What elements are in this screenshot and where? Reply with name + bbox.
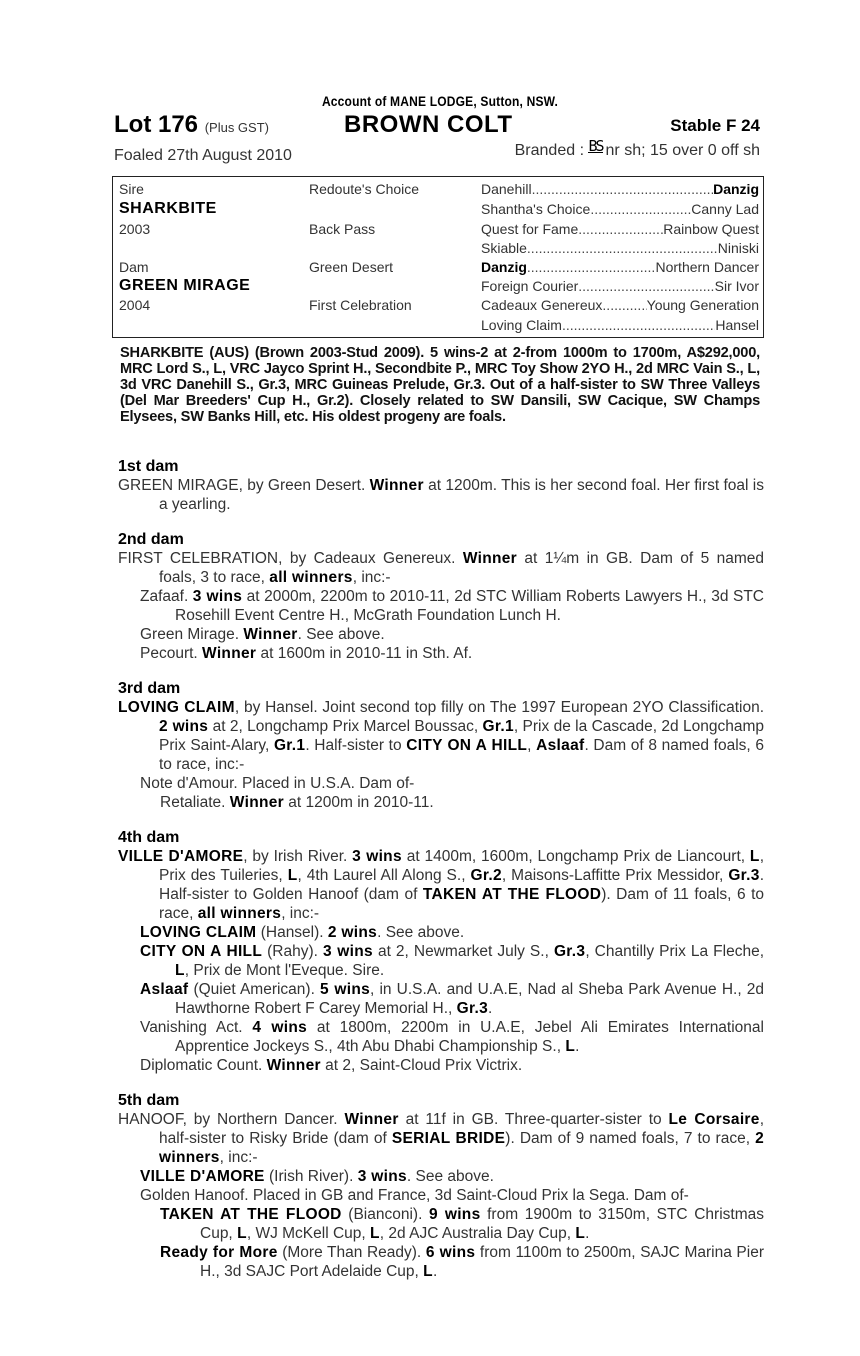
dam-description: VILLE D'AMORE, by Irish River. 3 wins at 1400m, 1600m, Longchamp Prix de Liancourt, L, Prix des Tuileries, L, 4th Laurel All Along S., Gr.2, Maisons-Laffitte Prix Messidor, Gr.3. Half-sister to Golden Hanoof (dam of TAKEN AT THE FLOOD). Dam of 11 foals, 6 to race, all winners, inc:- bbox=[118, 848, 764, 922]
progeny-entry: CITY ON A HILL (Rahy). 3 wins at 2, Newmarket July S., Gr.3, Chantilly Prix La Fleche, L, Prix de Mont l'Eveque. Sire. bbox=[140, 943, 764, 979]
dam-heading: 1st dam bbox=[118, 458, 179, 475]
foaled-date: Foaled 27th August 2010 bbox=[114, 147, 292, 164]
dam-section bbox=[118, 680, 764, 812]
horse-description: BROWN COLT bbox=[344, 111, 513, 138]
dam-line bbox=[118, 458, 764, 1298]
dam-label: Dam bbox=[119, 259, 149, 275]
progeny-entry: Retaliate. Winner at 1200m in 2010-11. bbox=[160, 794, 434, 811]
stable-location: Stable F 24 bbox=[670, 116, 760, 135]
dam-section bbox=[118, 531, 764, 663]
lot-number bbox=[114, 111, 269, 139]
dam-description: HANOOF, by Northern Dancer. Winner at 11f in GB. Three-quarter-sister to Le Corsaire, half-sister to Risky Bride (dam of SERIAL BRIDE). Dam of 9 named foals, 7 to race, 2 winners, inc:- bbox=[118, 1111, 765, 1166]
brand-info bbox=[514, 137, 760, 160]
great-grandparent-row: Cadeaux Genereux ..... Young Generation bbox=[481, 297, 759, 313]
progeny-entry: Green Mirage. Winner. See above. bbox=[140, 626, 385, 643]
dam-heading: 5th dam bbox=[118, 1092, 180, 1109]
gst-note: (Plus GST) bbox=[204, 120, 269, 135]
progeny-entry: Ready for More (More Than Ready). 6 wins from 1100m to 2500m, SAJC Marina Pier H., 3d SAJC Port Adelaide Cup, L. bbox=[160, 1244, 764, 1280]
pedigree-table bbox=[112, 176, 764, 338]
dam-dam: First Celebration bbox=[309, 297, 412, 313]
dam-description: FIRST CELEBRATION, by Cadeaux Genereux. Winner at 1¼m in GB. Dam of 5 named foals, 3 to race, all winners, inc:- bbox=[118, 550, 764, 586]
dam-year: 2004 bbox=[119, 297, 151, 313]
progeny-entry: Zafaaf. 3 wins at 2000m, 2200m to 2010-11, 2d STC William Roberts Lawyers H., 3d STC Rosehill Event Centre H., McGrath Foundation Lunch H. bbox=[140, 588, 764, 624]
great-grandparent-row: Shantha's Choice ..... Canny Lad bbox=[481, 201, 759, 217]
great-grandparent-row: Quest for Fame ..... Rainbow Quest bbox=[481, 221, 759, 237]
great-grandparent-row: Foreign Courier ..... Sir Ivor bbox=[481, 278, 759, 294]
progeny-entry: Aslaaf (Quiet American). 5 wins, in U.S.A. and U.A.E, Nad al Sheba Park Avenue H., 2d Hawthorne Robert F Carey Memorial H., Gr.3. bbox=[140, 981, 764, 1017]
progeny-entry: Note d'Amour. Placed in U.S.A. Dam of- bbox=[140, 775, 415, 792]
dam-heading: 4th dam bbox=[118, 829, 180, 846]
dam-description: GREEN MIRAGE, by Green Desert. Winner at 1200m. This is her second foal. Her first foal is a yearling. bbox=[118, 477, 764, 513]
progeny-entry: Vanishing Act. 4 wins at 1800m, 2200m in U.A.E, Jebel Ali Emirates International Apprentice Jockeys S., 4th Abu Dhabi Championship S., L. bbox=[140, 1019, 764, 1055]
dam-section bbox=[118, 829, 764, 1075]
progeny-entry: VILLE D'AMORE (Irish River). 3 wins. See above. bbox=[140, 1168, 494, 1185]
sire-year: 2003 bbox=[119, 221, 151, 237]
progeny-entry: Pecourt. Winner at 1600m in 2010-11 in Sth. Af. bbox=[140, 645, 473, 662]
dam-description: LOVING CLAIM, by Hansel. Joint second top filly on The 1997 European 2YO Classification. 2 wins at 2, Longchamp Prix Marcel Boussac, Gr.1, Prix de la Cascade, 2d Longchamp Prix Saint-Alary, Gr.1. Half-sister to CITY ON A HILL, Aslaaf. Dam of 8 named foals, 6 to race, inc:- bbox=[118, 699, 764, 773]
sire-label: Sire bbox=[119, 181, 144, 197]
great-grandparent-row: Loving Claim ..... Hansel bbox=[481, 317, 759, 333]
great-grandparent-row: Skiable ..... Niniski bbox=[481, 240, 759, 256]
dam-section bbox=[118, 1092, 764, 1281]
sire-name: SHARKBITE bbox=[119, 200, 217, 217]
dam-section bbox=[118, 458, 764, 514]
vendor-account: Account of MANE LODGE, Sutton, NSW. bbox=[321, 93, 559, 109]
great-grandparent-row: Danzig ..... Northern Dancer bbox=[481, 259, 759, 275]
progeny-entry: LOVING CLAIM (Hansel). 2 wins. See above. bbox=[140, 924, 465, 941]
dam-heading: 2nd dam bbox=[118, 531, 184, 548]
lot-label: Lot 176 bbox=[114, 111, 199, 138]
sire-sire: Redoute's Choice bbox=[309, 181, 420, 197]
progeny-entry: TAKEN AT THE FLOOD (Bianconi). 9 wins from 1900m to 3150m, STC Christmas Cup, L, WJ McKell Cup, L, 2d AJC Australia Day Cup, L. bbox=[160, 1206, 764, 1242]
great-grandparent-row: Danehill ..... Danzig bbox=[481, 181, 759, 197]
lot-line bbox=[112, 111, 768, 139]
brand-mark-icon: BS bbox=[588, 137, 603, 155]
dam-heading: 3rd dam bbox=[118, 680, 181, 697]
dam-name: GREEN MIRAGE bbox=[119, 277, 251, 294]
brand-detail: nr sh; 15 over 0 off sh bbox=[605, 142, 760, 159]
branded-label: Branded : bbox=[514, 142, 585, 159]
dam-sire: Green Desert bbox=[309, 259, 394, 275]
progeny-entry: Golden Hanoof. Placed in GB and France, 3d Saint-Cloud Prix la Sega. Dam of- bbox=[140, 1187, 689, 1204]
sire-summary: SHARKBITE (AUS) (Brown 2003-Stud 2009). 5 wins-2 at 2-from 1000m to 1700m, A$292,000, MRC Lord S., L, VRC Jayco Sprint H., Secondbite P., MRC Toy Show 2YO H., 2d MRC Vain S., L, 3d VRC Danehill S., Gr.3, MRC Guineas Prelude, Gr.3. Out of a half-sister to SW Three Valleys (Del Mar Breeders' Cup H., Gr.2). Closely related to SW Dansili, SW Cacique, SW Champs Elysees, SW Banks Hill, etc. His oldest progeny are foals. bbox=[120, 345, 760, 425]
sire-dam: Back Pass bbox=[309, 221, 376, 237]
progeny-entry: Diplomatic Count. Winner at 2, Saint-Cloud Prix Victrix. bbox=[140, 1057, 523, 1074]
